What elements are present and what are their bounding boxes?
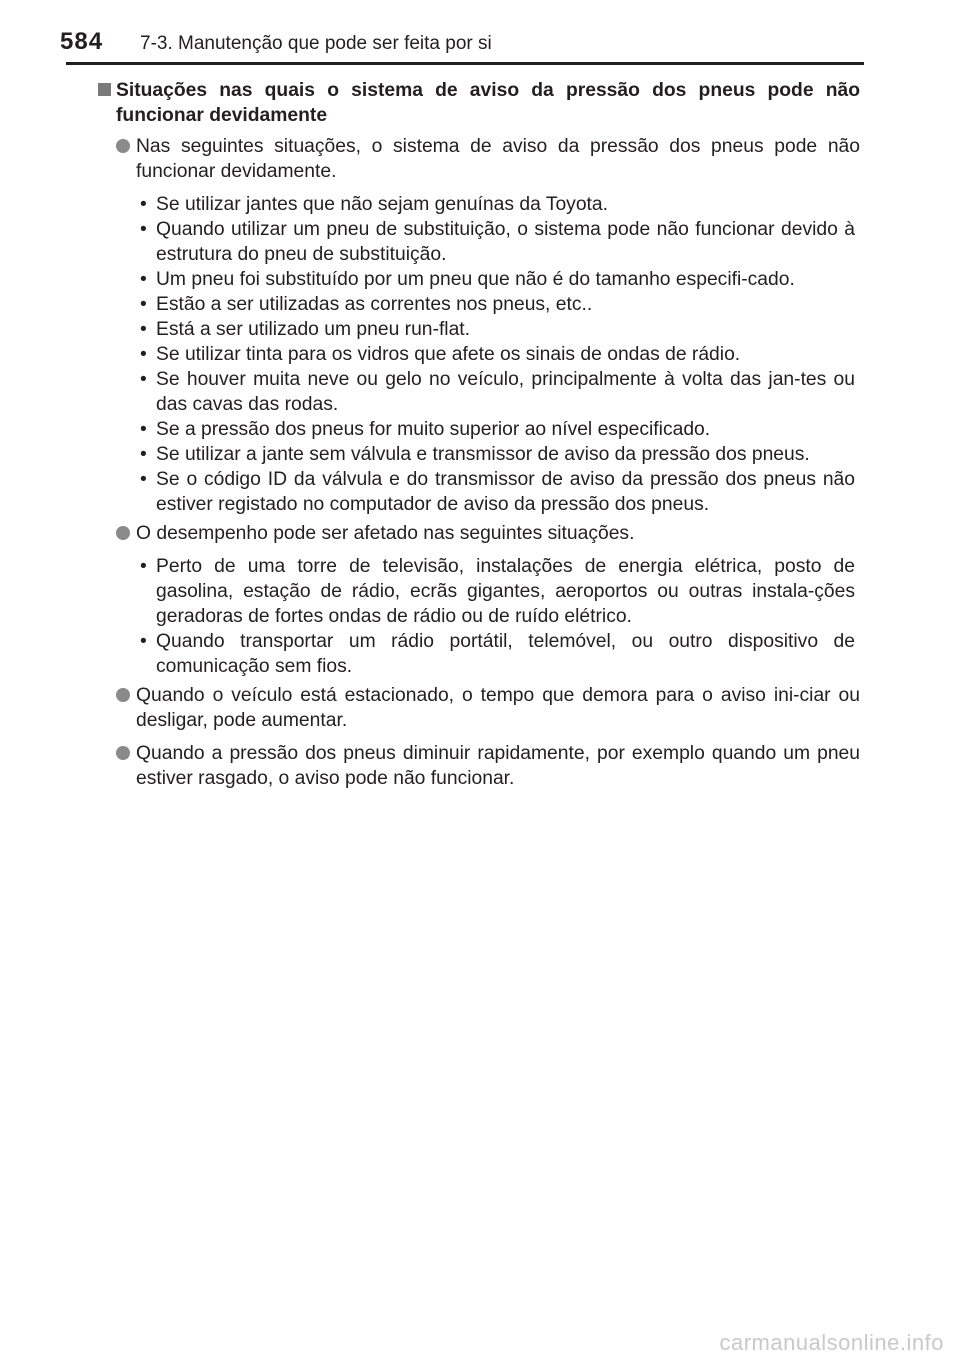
sub-bullet-item	[136, 217, 860, 267]
sub-bullet-text: Um pneu foi substituído por um pneu que não é do tamanho especifi-cado.	[156, 269, 795, 290]
dot-icon: •	[140, 369, 147, 390]
sub-bullet-item	[136, 442, 860, 467]
dot-icon: •	[140, 269, 147, 290]
dot-icon: •	[140, 344, 147, 365]
page-content	[98, 78, 860, 799]
dot-icon: •	[140, 444, 147, 465]
dot-icon: •	[140, 469, 147, 490]
sub-bullet-item	[136, 192, 860, 217]
header-divider	[66, 62, 864, 65]
list-item	[98, 741, 860, 791]
sub-bullet-item	[136, 554, 860, 629]
chapter-title: 7-3. Manutenção que pode ser feita por si	[140, 33, 492, 54]
list-item	[98, 521, 860, 546]
sub-bullet-item	[136, 467, 860, 517]
list-item	[98, 683, 860, 733]
watermark: carmanualsonline.info	[719, 1330, 944, 1355]
section-heading-text: Situações nas quais o sistema de aviso da pressão dos pneus pode não funcionar devidamente	[116, 80, 860, 126]
dot-icon: •	[140, 419, 147, 440]
sub-bullet-text: Se utilizar a jante sem válvula e transmissor de aviso da pressão dos pneus.	[156, 444, 810, 465]
page-header	[0, 0, 960, 64]
page-number: 584	[60, 28, 104, 55]
dot-icon: •	[140, 631, 147, 652]
sub-bullet-item	[136, 417, 860, 442]
sub-bullet-text: Perto de uma torre de televisão, instalações de energia elétrica, posto de gasolina, estação de rádio, ecrãs gigantes, aeroportos ou outras instala-ções geradoras de fortes ondas de rádio ou de ruído elétrico.	[156, 556, 855, 627]
circle-bullet-icon	[116, 139, 130, 153]
sub-bullet-item	[136, 629, 860, 679]
circle-bullet-icon	[116, 688, 130, 702]
sub-bullet-text: Se utilizar jantes que não sejam genuínas da Toyota.	[156, 194, 608, 215]
sub-bullet-text: Estão a ser utilizadas as correntes nos pneus, etc..	[156, 294, 593, 315]
sub-bullet-text: Quando transportar um rádio portátil, telemóvel, ou outro dispositivo de comunicação sem fios.	[156, 631, 855, 677]
sub-bullet-text: Se utilizar tinta para os vidros que afete os sinais de ondas de rádio.	[156, 344, 741, 365]
sub-bullet-item	[136, 342, 860, 367]
sub-bullet-item	[136, 267, 860, 292]
sub-bullet-item	[136, 317, 860, 342]
list-item	[98, 134, 860, 184]
sub-bullet-item	[136, 367, 860, 417]
dot-icon: •	[140, 319, 147, 340]
circle-bullet-icon	[116, 526, 130, 540]
dot-icon: •	[140, 219, 147, 240]
sub-bullet-list	[98, 554, 860, 679]
sub-bullet-item	[136, 292, 860, 317]
square-bullet-icon	[98, 83, 111, 96]
sub-bullet-text: Se a pressão dos pneus for muito superior ao nível especificado.	[156, 419, 711, 440]
sub-bullet-text: Se houver muita neve ou gelo no veículo, principalmente à volta das jan-tes ou das cavas das rodas.	[156, 369, 855, 415]
dot-icon: •	[140, 556, 147, 577]
list-item-text: Quando o veículo está estacionado, o tempo que demora para o aviso ini-ciar ou desligar, pode aumentar.	[136, 685, 860, 731]
list-item-text: O desempenho pode ser afetado nas seguintes situações.	[136, 523, 635, 544]
sub-bullet-text: Está a ser utilizado um pneu run-flat.	[156, 319, 471, 340]
sub-bullet-text: Se o código ID da válvula e do transmissor de aviso da pressão dos pneus não estiver registado no computador de aviso da pressão dos pneus.	[156, 469, 855, 515]
circle-bullet-icon	[116, 746, 130, 760]
list-item-text: Quando a pressão dos pneus diminuir rapidamente, por exemplo quando um pneu estiver rasgado, o aviso pode não funcionar.	[136, 743, 860, 789]
dot-icon: •	[140, 194, 147, 215]
dot-icon: •	[140, 294, 147, 315]
sub-bullet-list	[98, 192, 860, 517]
list-item-text: Nas seguintes situações, o sistema de aviso da pressão dos pneus pode não funcionar devidamente.	[136, 136, 860, 182]
sub-bullet-text: Quando utilizar um pneu de substituição, o sistema pode não funcionar devido à estrutura do pneu de substituição.	[156, 219, 855, 265]
section-heading	[98, 78, 860, 128]
